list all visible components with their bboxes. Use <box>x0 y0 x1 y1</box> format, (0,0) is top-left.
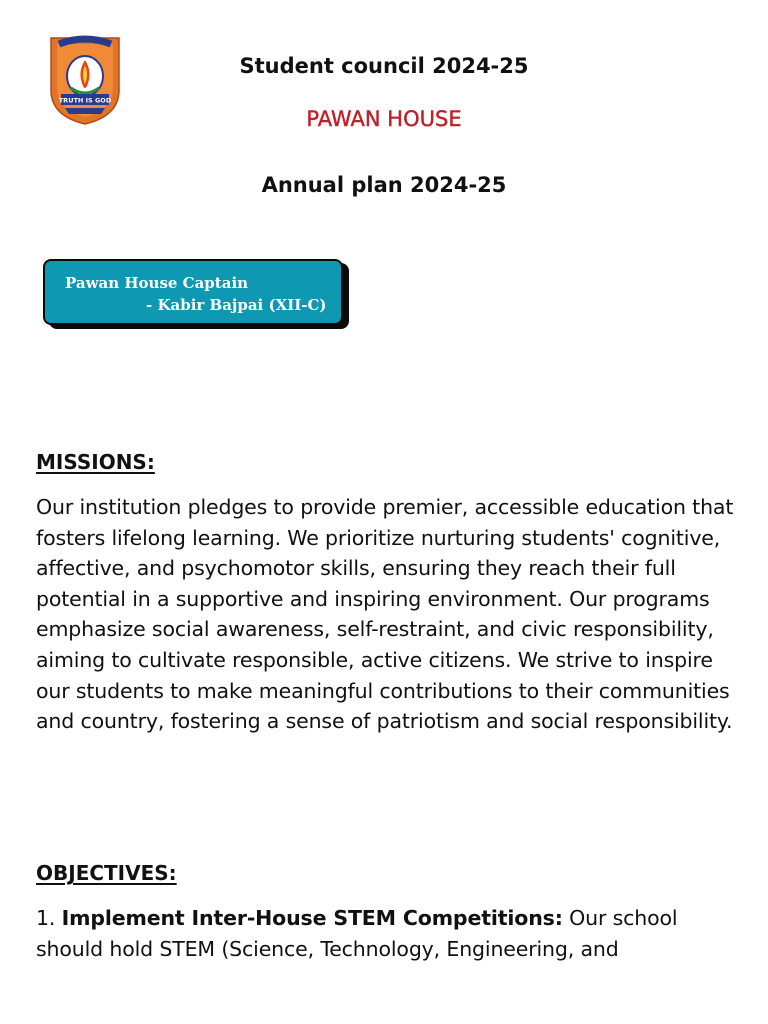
captain-name: - Kabir Bajpai (XII-C) <box>146 296 327 314</box>
captain-role: Pawan House Captain <box>65 274 249 292</box>
house-captain-card <box>43 259 343 325</box>
annual-plan-title: Annual plan 2024-25 <box>261 173 507 197</box>
objective-number: 1. <box>36 906 56 930</box>
objectives-heading: OBJECTIVES: <box>36 861 177 885</box>
page-title: Student council 2024-25 <box>239 54 529 78</box>
logo-motto: TRUTH IS GOD <box>58 96 112 105</box>
house-name: PAWAN HOUSE <box>306 107 462 131</box>
missions-heading: MISSIONS: <box>36 450 155 474</box>
objective-description: Our school should hold STEM (Science, Technology, Engineering, and <box>36 906 678 961</box>
missions-text: Our institution pledges to provide premier, accessible education that fosters lifelong learning. We prioritize nurturing students' cognitive, affective, and psychomotor skills, ensuring they reach their full potential in a supportive and inspiring environment. Our programs emphasize social awareness, self-restraint, and civic responsibility, aiming to cultivate responsible, active citizens. We strive to inspire our students to make meaningful contributions to their communities and country, fostering a sense of patriotism and social responsibility. <box>36 495 734 734</box>
objective-title: Implement Inter-House STEM Competitions: <box>61 906 563 930</box>
objective-item <box>36 903 736 964</box>
